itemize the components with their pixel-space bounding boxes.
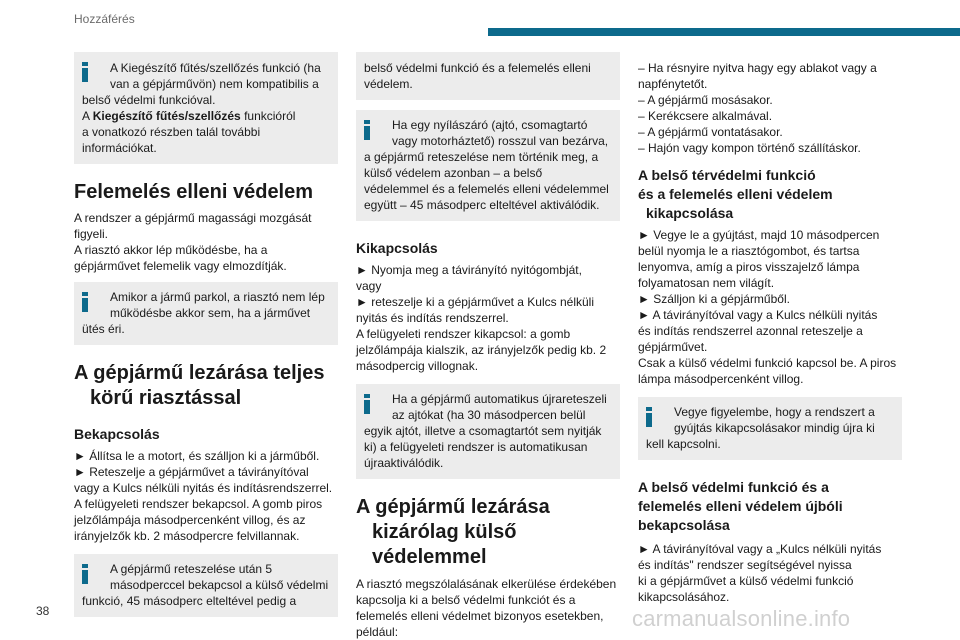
text-line: például: (356, 625, 399, 639)
note-line: külső védelem azonban – a belső (364, 166, 543, 180)
note-line: egyik ajtót, illetve a csomagtartót sem nyitják (364, 424, 602, 438)
subsection-heading: Kikapcsolás (356, 240, 438, 256)
text-line: ► Nyomja meg a távirányító nyitógombját, (356, 263, 582, 277)
info-note (356, 384, 620, 479)
info-note (74, 282, 338, 345)
text-line: ► Vegye le a gyújtást, majd 10 másodpercen (638, 228, 880, 242)
heading-line: körű riasztással (90, 387, 242, 409)
text-line: A riasztó megszólalásának elkerülése érdekében (356, 577, 617, 591)
note-line: belső védelmi funkcióval. (82, 93, 216, 107)
text-line: ► reteszelje ki a gépjárművet a Kulcs nélküli (356, 295, 594, 309)
heading-line: A gépjármű lezárása (356, 496, 550, 518)
text-line: és indítás" rendszer segítségével nyissa (638, 558, 852, 572)
info-icon (82, 292, 88, 312)
note-line: vagy motorháztető) rosszul van bezárva, (392, 134, 609, 148)
info-icon (82, 62, 88, 82)
text-line: ► A távirányítóval vagy a Kulcs nélküli nyitás (638, 308, 878, 322)
text-line: ► Reteszelje a gépjárművet a távirányítóval (74, 465, 309, 479)
info-icon (82, 564, 88, 584)
text-line: A felügyeleti rendszer kikapcsol: a gomb (356, 327, 571, 341)
note-bold-text: Kiegészítő fűtés/szellőzés (92, 109, 241, 123)
list-item: – Hajón vagy kompon történő szállításkor. (638, 141, 861, 155)
info-note (74, 52, 338, 164)
note-line: másodperccel bekapcsol a külső védelmi (110, 578, 329, 592)
text-line: és indítás rendszerrel azonnal reteszelje a (638, 324, 863, 338)
header-accent-bar (488, 28, 960, 36)
text-line: folyamatosan nem világít. (638, 276, 775, 290)
list-item: – A gépjármű vontatásakor. (638, 125, 783, 139)
subsection-heading (638, 478, 902, 535)
text-line: A rendszer a gépjármű magassági mozgását (74, 211, 312, 225)
text-line: belül nyomja le a riasztógombot, és tartsa (638, 244, 860, 258)
text-line: jelzőlámpája kialszik, az irányjelzők pedig kb. 2 (356, 343, 607, 357)
note-line: védelemmel és a felemelés elleni védelemmel (364, 182, 609, 196)
text-line: felemelés elleni védelmet bizonyos esetekben, (356, 609, 604, 623)
paragraph (74, 448, 338, 544)
text-line: irányjelzők kb. 2 másodpercre felvillannak. (74, 529, 300, 543)
list-item: – Ha résnyire nyitva hagy egy ablakot vagy a (638, 61, 877, 75)
info-note-continued (356, 52, 620, 100)
text-line: ► Állítsa le a motort, és szálljon ki a járműből. (74, 449, 320, 463)
info-note (356, 110, 620, 221)
paragraph (638, 541, 902, 605)
note-line: kell kapcsolni. (646, 437, 721, 451)
info-icon (364, 394, 370, 414)
heading-line: bekapcsolása (638, 517, 730, 533)
section-heading (356, 495, 620, 570)
note-line: együtt – 45 másodperc elteltével aktiválódik. (364, 198, 600, 212)
note-line: az ajtókat (ha 30 másodpercen belül (392, 408, 586, 422)
note-text: A (82, 109, 93, 123)
info-icon (364, 120, 370, 140)
heading-line: kizárólag külső védelemmel (372, 521, 517, 568)
note-line: funkció, 45 másodperc elteltével pedig a (82, 594, 297, 608)
note-line (82, 108, 330, 124)
info-note (638, 397, 902, 460)
text-line: vagy (356, 279, 382, 293)
info-icon (646, 407, 652, 427)
heading-line: A belső védelmi funkció és a (638, 479, 829, 495)
info-note (74, 554, 338, 617)
note-line: Ha egy nyílászáró (ajtó, csomagtartó (392, 118, 588, 132)
note-line: a gépjármű reteszelése nem történik meg, a (364, 150, 599, 164)
note-line: a vonatkozó részben talál további (82, 125, 261, 139)
note-line: belső védelmi funkció és a felemelés elleni (364, 61, 591, 75)
paragraph (356, 576, 620, 640)
column-1 (74, 52, 338, 617)
text-line: ► A távirányítóval vagy a „Kulcs nélküli nyitás (638, 542, 882, 556)
note-line: védelem. (364, 77, 413, 91)
list-item: napfénytetőt. (638, 77, 708, 91)
note-line: Ha a gépjármű automatikus újrareteszeli (392, 392, 607, 406)
subsection-heading (638, 166, 902, 223)
note-line: van a gépjárművön) nem kompatibilis a (110, 77, 319, 91)
text-line: vagy a Kulcs nélküli nyitás és indításrendszerrel. (74, 481, 333, 495)
text-line: lenyomva, amíg a piros visszajelző lámpa (638, 260, 860, 274)
text-line: jelzőlámpája másodpercenként villog, és az (74, 513, 306, 527)
text-line: figyeli. (74, 227, 109, 241)
note-line: A gépjármű reteszelése után 5 (110, 562, 273, 576)
note-line: információkat. (82, 141, 157, 155)
heading-line: A belső térvédelmi funkció (638, 167, 816, 183)
heading-line: felemelés elleni védelem újbóli (638, 498, 843, 514)
note-line: Vegye figyelembe, hogy a rendszert a (674, 405, 875, 419)
text-line: A felügyeleti rendszer bekapcsol. A gomb piros (74, 497, 323, 511)
text-line: gépjárművet. (638, 340, 708, 354)
list-item: – A gépjármű mosásakor. (638, 93, 773, 107)
heading-line: kikapcsolása (646, 205, 734, 221)
text-line: A riasztó akkor lép működésbe, ha a (74, 243, 268, 257)
note-text: funkcióról (240, 109, 296, 123)
page-number: 38 (36, 604, 50, 618)
page-header-title: Hozzáférés (74, 12, 135, 26)
note-line: ütés éri. (82, 322, 125, 336)
note-line: gyújtás kikapcsolásakor mindig újra ki (674, 421, 875, 435)
text-line: kapcsolja ki a belső védelmi funkciót és a (356, 593, 576, 607)
note-line: működésbe akkor sem, ha a járművet (110, 306, 311, 320)
text-line: gépjárművet felemelik vagy elmozdítják. (74, 259, 287, 273)
paragraph (74, 210, 338, 274)
section-heading: Felemelés elleni védelem (74, 181, 314, 203)
text-line: ► Szálljon ki a gépjárműből. (638, 292, 790, 306)
subsection-heading: Bekapcsolás (74, 426, 160, 442)
heading-line: és a felemelés elleni védelem (638, 186, 833, 202)
section-heading (74, 361, 338, 411)
note-line: A Kiegészítő fűtés/szellőzés funkció (ha (110, 61, 321, 75)
column-2 (356, 52, 620, 640)
text-line: Csak a külső védelmi funkció kapcsol be. A piros (638, 356, 897, 370)
text-line: nyitás és indítás rendszerrel. (356, 311, 509, 325)
note-line: újraaktiválódik. (364, 456, 444, 470)
paragraph (356, 262, 620, 374)
note-line: ki) a felügyeleti rendszer is automatikusan (364, 440, 588, 454)
column-3 (638, 52, 902, 605)
text-line: kikapcsolásához. (638, 590, 730, 604)
watermark: carmanualsonline.info (632, 606, 851, 631)
dash-list (638, 60, 902, 156)
list-item: – Kerékcsere alkalmával. (638, 109, 773, 123)
heading-line: A gépjármű lezárása teljes (74, 362, 325, 384)
text-line: másodpercig villognak. (356, 359, 479, 373)
text-line: lámpa másodpercenként villog. (638, 372, 804, 386)
note-line: Amikor a jármű parkol, a riasztó nem lép (110, 290, 325, 304)
paragraph (638, 227, 902, 387)
text-line: ki a gépjárművet a külső védelmi funkció (638, 574, 854, 588)
